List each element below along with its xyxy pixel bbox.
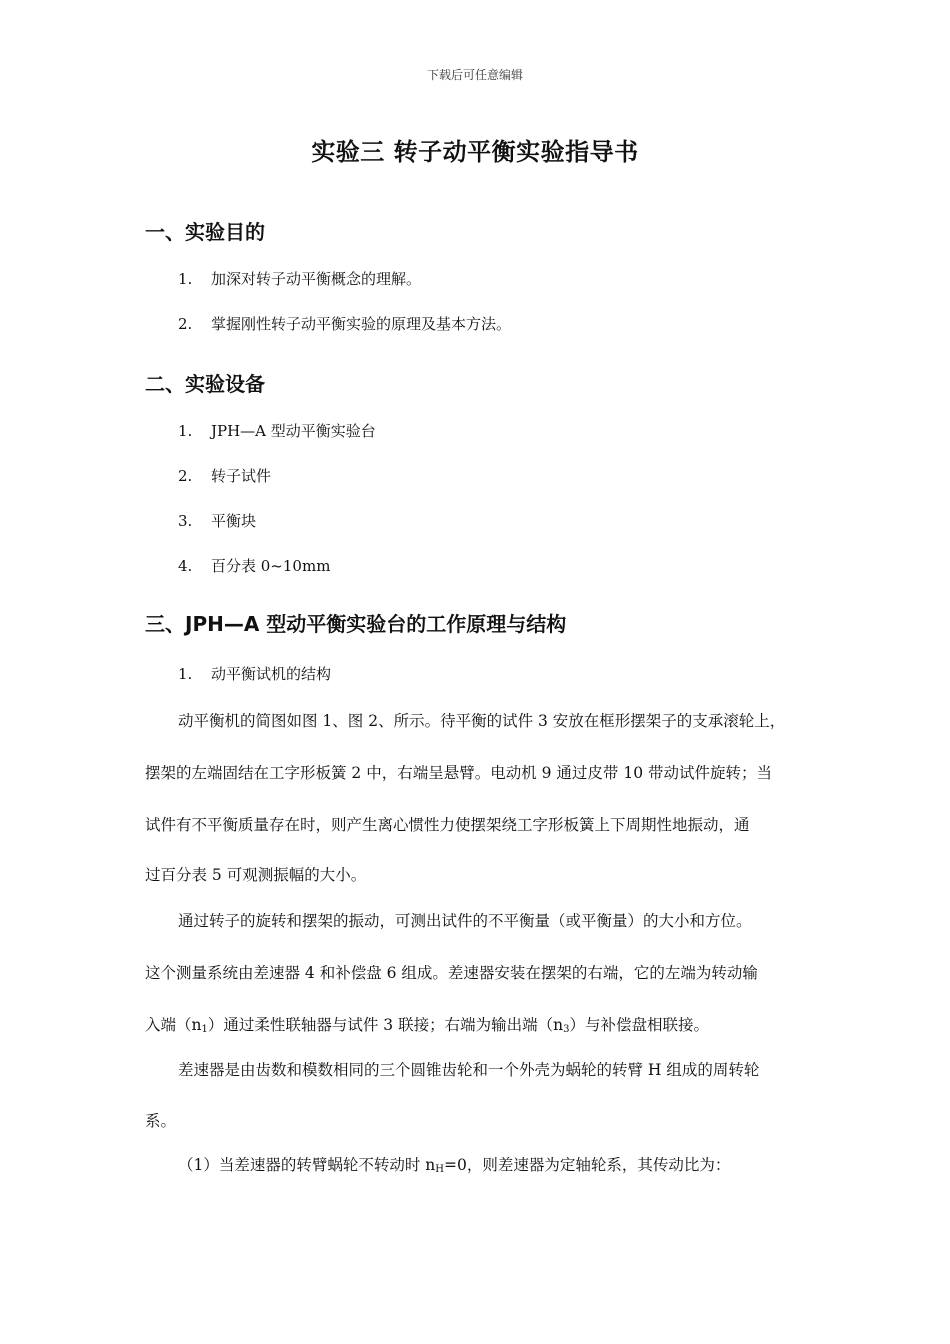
list-item bbox=[178, 663, 331, 684]
list-item-text: JPH—A 型动平衡实验台 bbox=[211, 422, 376, 440]
text-segment: （1）当差速器的转臂蜗轮不转动时 n bbox=[178, 1156, 436, 1174]
list-item-text: 平衡块 bbox=[211, 512, 257, 530]
list-item-text: 百分表 0~10mm bbox=[211, 557, 331, 575]
list-item-text: 加深对转子动平衡概念的理解。 bbox=[211, 270, 422, 288]
subscript: 3 bbox=[563, 1024, 570, 1035]
paragraph-line: 通过转子的旋转和摆架的振动，可测出试件的不平衡量（或平衡量）的大小和方位。 bbox=[178, 912, 752, 930]
section-heading-purpose: 一、实验目的 bbox=[145, 220, 265, 244]
list-item-number: 1. bbox=[178, 665, 193, 683]
paragraph-line: 这个测量系统由差速器 4 和补偿盘 6 组成。差速器安装在摆架的右端，它的左端为转动输 bbox=[145, 964, 758, 982]
text-segment: ）与补偿盘相联接。 bbox=[569, 1016, 709, 1034]
list-item bbox=[178, 420, 376, 441]
paragraph-line: 过百分表 5 可观测振幅的大小。 bbox=[145, 866, 367, 884]
paragraph-line bbox=[178, 1153, 848, 1175]
list-item-number: 3. bbox=[178, 512, 193, 530]
paragraph-line: 差速器是由齿数和模数相同的三个圆锥齿轮和一个外壳为蜗轮的转臂 H 组成的周转轮 bbox=[178, 1061, 760, 1079]
paragraph-line bbox=[145, 1013, 815, 1035]
text-segment: =0，则差速器为定轴轮系，其传动比为： bbox=[444, 1156, 731, 1174]
section-heading-principle: 三、JPH—A 型动平衡实验台的工作原理与结构 bbox=[145, 612, 567, 636]
paragraph-line: 摆架的左端固结在工字形板簧 2 中，右端呈悬臂。电动机 9 通过皮带 10 带动试件旋转；当 bbox=[145, 764, 773, 782]
list-item bbox=[178, 555, 330, 576]
list-item-number: 4. bbox=[178, 557, 193, 575]
section-heading-equipment: 二、实验设备 bbox=[145, 372, 265, 396]
list-item-text: 掌握刚性转子动平衡实验的原理及基本方法。 bbox=[211, 315, 512, 333]
list-item-number: 1. bbox=[178, 270, 193, 288]
list-item bbox=[178, 510, 256, 531]
subscript: H bbox=[435, 1164, 445, 1175]
paragraph-line: 试件有不平衡质量存在时，则产生离心惯性力使摆架绕工字形板簧上下周期性地振动，通 bbox=[145, 816, 750, 834]
paragraph-line: 系。 bbox=[145, 1112, 177, 1130]
text-segment: 入端（n bbox=[145, 1016, 202, 1034]
list-item bbox=[178, 465, 271, 486]
list-item-number: 1. bbox=[178, 422, 193, 440]
list-item bbox=[178, 268, 421, 289]
list-item-text: 动平衡试机的结构 bbox=[211, 665, 332, 683]
list-item-text: 转子试件 bbox=[211, 467, 272, 485]
page-title: 实验三 转子动平衡实验指导书 bbox=[311, 138, 639, 166]
list-item-number: 2. bbox=[178, 467, 193, 485]
list-item bbox=[178, 313, 511, 334]
text-segment: ）通过柔性联轴器与试件 3 联接；右端为输出端（n bbox=[207, 1016, 564, 1034]
subscript: 1 bbox=[201, 1024, 208, 1035]
header-note: 下载后可任意编辑 bbox=[426, 68, 523, 82]
paragraph-line: 动平衡机的简图如图 1、图 2、所示。待平衡的试件 3 安放在框形摆架子的支承滚轮上， bbox=[178, 712, 786, 730]
list-item-number: 2. bbox=[178, 315, 193, 333]
